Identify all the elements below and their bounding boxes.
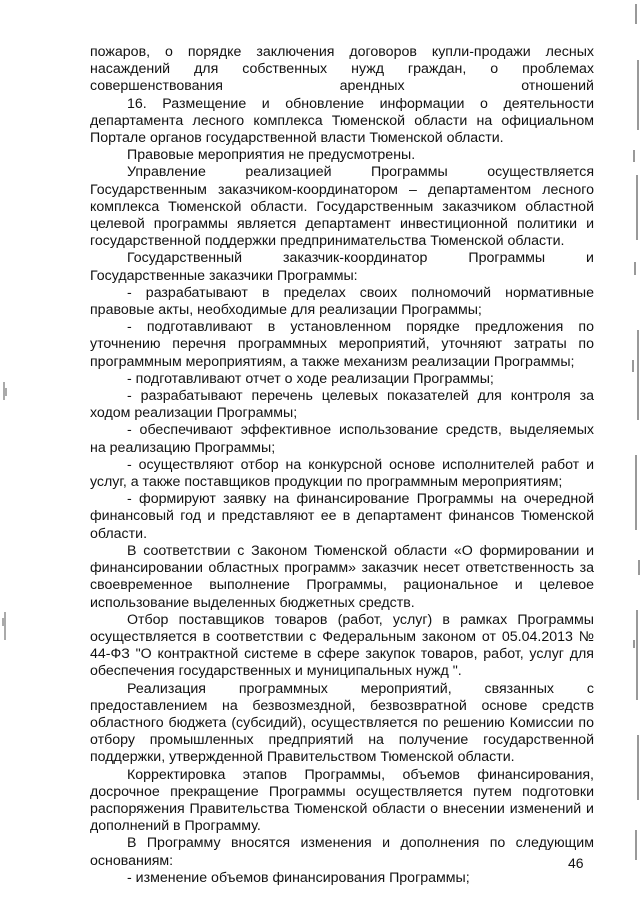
paragraph: - подготавливают отчет о ходе реализации Программы; [127, 370, 494, 387]
paragraph: 16. Размещение и обновление информации о деятельности департамента лесного комплекса Тюменской области на официальном Портале органов государственной власти Тюменской области. [90, 95, 594, 147]
paragraph: - подготавливают в установленном порядке предложения по уточнению перечня программных мероприятий, уточняют затраты по программным мероприятиям, а также механизм реализации Программы; [90, 319, 594, 370]
paragraph: В соответствии с Законом Тюменской области «О формировании и финансировании областных программ» заказчик несет ответственность за своевременное выполнение Программы, рациональное и целевое использование выделенных бюджетных средств. [90, 542, 594, 611]
paragraph: Управление реализацией Программы осуществляется Государственным заказчиком-координатором – департаментом лесного комплекса Тюменской области. Государственным заказчиком областной целевой программы является департамент инвестиционной политики и государственной поддержки предпринимательства Тюменской области. [90, 164, 594, 250]
paragraph: - разрабатывают перечень целевых показателей для контроля за ходом реализации Программы; [90, 388, 594, 422]
paragraph: - осуществляют отбор на конкурсной основе исполнителей работ и услуг, а также поставщиков продукции по программным мероприятиям; [90, 456, 594, 491]
paragraph: - изменение объемов финансирования Программы; [127, 869, 470, 886]
scan-edge-right [624, 0, 640, 905]
paragraph: Правовые мероприятия не предусмотрены. [127, 147, 416, 164]
paragraph: - формируют заявку на финансирование Программы на очередной финансовый год и представляют ее в департамент финансов Тюменской области. [90, 491, 594, 542]
paragraph: Реализация программных мероприятий, связанных с предоставлением на безвозмездной, безвозвратной основе средств областного бюджета (субсидий), осуществляется по решению Комиссии по отбору промышленных предприятий на получение государственной поддержки, утвержденной Правительством Тюменской области. [90, 680, 594, 766]
paragraph: В Программу вносятся изменения и дополнения по следующим основаниям: [90, 835, 594, 869]
document-body [90, 44, 594, 887]
paragraph: Отбор поставщиков товаров (работ, услуг) в рамках Программы осуществляется в соответствии с Федеральным законом от 05.04.2013 № 44-ФЗ "О контрактной системе в сфере закупок товаров, работ, услуг для обеспечения государственных и муниципальных нужд ". [90, 611, 594, 680]
scan-edge-left [0, 0, 10, 905]
paragraph: - обеспечивают эффективное использование средств, выделяемых на реализацию Программы; [90, 422, 594, 456]
page-number: 46 [568, 855, 584, 871]
paragraph: Государственный заказчик-координатор Программы и Государственные заказчики Программы: [90, 250, 594, 284]
paragraph: пожаров, о порядке заключения договоров купли-продажи лесных насаждений для собственных нужд граждан, о проблемах совершенствования арендных отношений [90, 44, 594, 95]
paragraph: - разрабатывают в пределах своих полномочий нормативные правовые акты, необходимые для реализации Программы; [90, 284, 594, 319]
paragraph: Корректировка этапов Программы, объемов финансирования, досрочное прекращение Программы осуществляется путем подготовки распоряжения Правительства Тюменской области о внесении изменений и дополнений в Программу. [90, 766, 594, 835]
